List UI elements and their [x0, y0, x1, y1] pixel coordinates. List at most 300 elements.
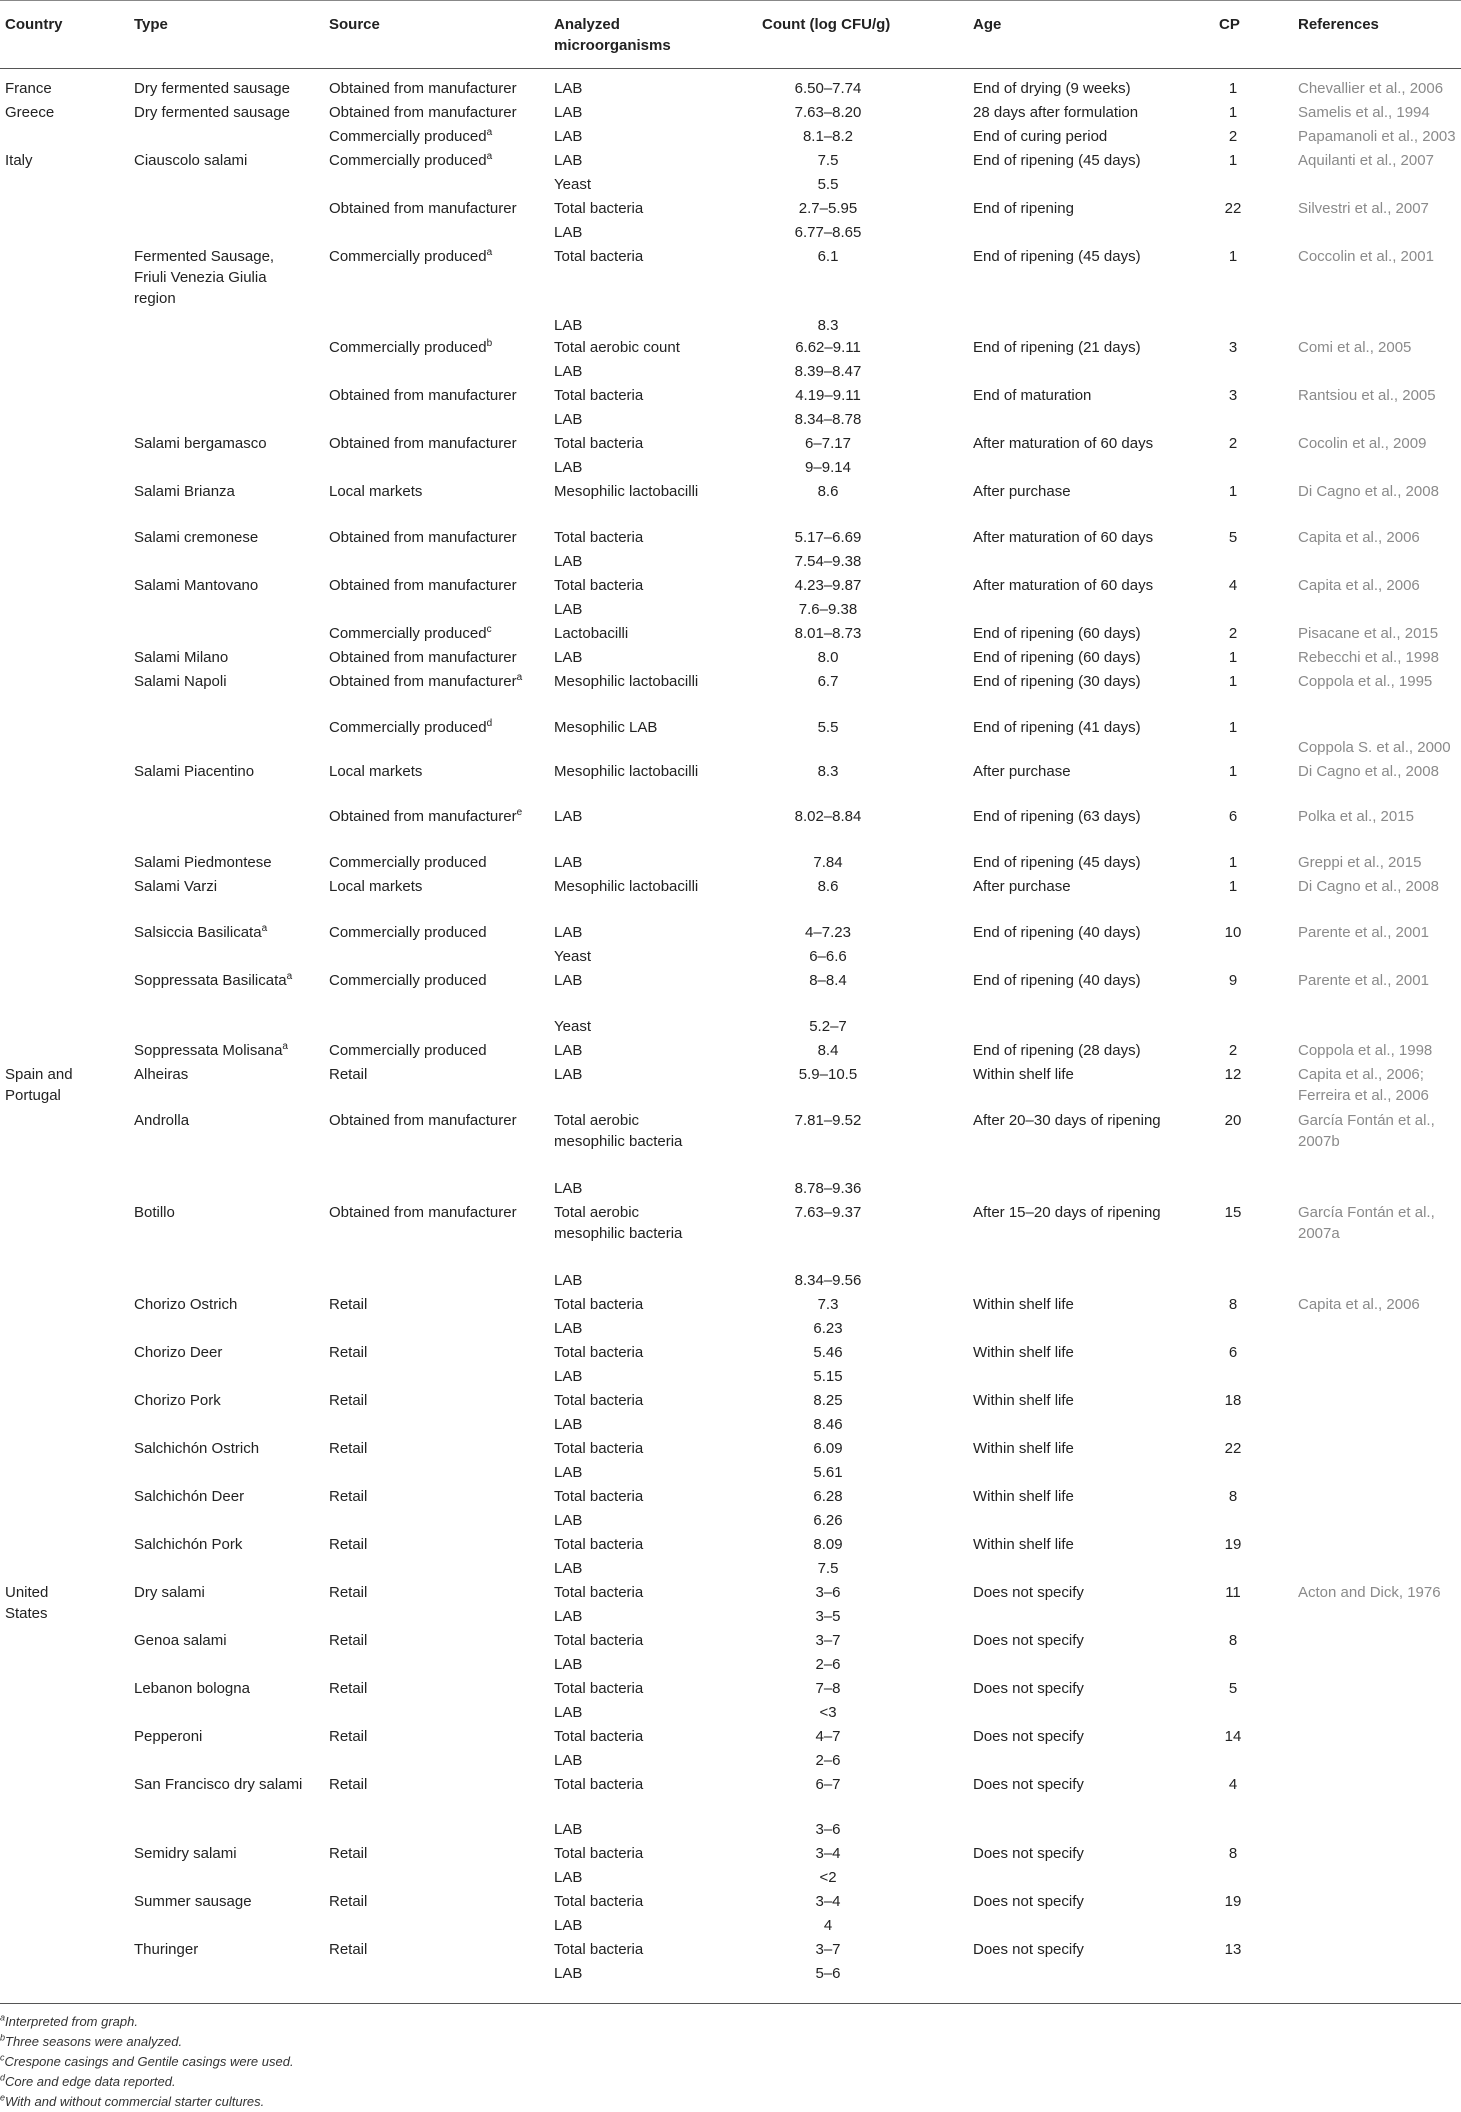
cell-cp: [1213, 1342, 1253, 1363]
cell-text: Retail: [329, 1680, 368, 1697]
cell-text: Salchichón Pork: [134, 1536, 243, 1553]
cell-text: Dry fermented sausage: [134, 80, 290, 97]
cell-micro: [554, 1915, 704, 1936]
cell-cp: [1213, 337, 1253, 358]
cell-text: Rebecchi et al., 1998: [1298, 649, 1439, 666]
footnote-marker: a: [261, 923, 268, 934]
cell-text: Total bacteria: [554, 1584, 644, 1601]
cell-micro: [554, 1558, 704, 1579]
cell-text: 8.01–8.73: [794, 625, 862, 642]
cell-text: Coppola S. et al., 2000: [1298, 739, 1451, 756]
cell-count: [748, 575, 908, 596]
cell-source: [329, 246, 529, 267]
cell-age: [973, 1040, 1173, 1061]
cell-text: LAB: [554, 1560, 583, 1577]
cell-country: [5, 102, 95, 123]
cell-text: LAB: [554, 924, 583, 941]
cell-micro: [554, 1462, 704, 1483]
cell-text: 15: [1224, 1204, 1242, 1221]
cell-micro: [554, 409, 704, 430]
cell-text: 4: [1228, 577, 1238, 594]
cell-text: LAB: [554, 1368, 583, 1385]
cell-cp: [1213, 1040, 1253, 1061]
cell-text: Does not specify: [973, 1584, 1084, 1601]
cell-count: [748, 102, 908, 123]
cell-source: [329, 433, 529, 454]
footnote: [0, 2012, 1461, 2032]
cell-micro: [554, 1294, 704, 1315]
cell-text: 11: [1225, 1584, 1241, 1601]
footnote: [0, 2092, 1461, 2112]
cell-text: Dry salami: [134, 1584, 205, 1601]
cell-age: [973, 1534, 1173, 1555]
column-header-count: Count (log CFU/g): [762, 16, 891, 33]
cell-count: [748, 1438, 908, 1459]
cell-count: [748, 852, 908, 873]
cell-count: [748, 222, 908, 243]
cell-type: [134, 481, 304, 502]
column-header-ref: References: [1298, 16, 1379, 33]
cell-text: LAB: [554, 80, 583, 97]
cell-text: Capita et al., 2006: [1298, 577, 1420, 594]
cell-text: 5.5: [817, 176, 839, 193]
cell-source: [329, 876, 529, 897]
cell-count: [748, 1915, 908, 1936]
cell-source: [329, 1843, 529, 1864]
cell-micro: [554, 1534, 704, 1555]
cell-type: [134, 970, 304, 991]
cell-text: Lebanon bologna: [134, 1680, 250, 1697]
cell-source: [329, 1486, 529, 1507]
footnote-marker: a: [486, 151, 493, 162]
cell-count: [748, 337, 908, 358]
cell-text: Total bacteria: [554, 387, 644, 404]
cell-text: 6–6.6: [809, 948, 847, 965]
cell-source: [329, 1891, 529, 1912]
cell-cp: [1213, 575, 1253, 596]
cell-source: [329, 1110, 529, 1131]
cell-age: [973, 337, 1173, 358]
cell-age: [973, 1110, 1173, 1131]
cell-text: García Fontán et al., 2007b: [1298, 1112, 1435, 1150]
cell-count: [748, 1270, 908, 1291]
cell-text: End of ripening (60 days): [973, 649, 1141, 666]
cell-ref: [1298, 527, 1458, 548]
cell-micro: [554, 1606, 704, 1627]
cell-text: Within shelf life: [973, 1066, 1074, 1083]
cell-text: LAB: [554, 854, 583, 871]
cell-micro: [554, 1110, 704, 1152]
footnote-marker: e: [516, 807, 523, 818]
cell-text: Obtained from manufacturer: [329, 1112, 517, 1129]
cell-ref: [1298, 246, 1458, 267]
cell-text: LAB: [554, 1512, 583, 1529]
cell-age: [973, 385, 1173, 406]
cell-ref: [1298, 623, 1458, 644]
cell-source: [329, 623, 529, 644]
cell-count: [748, 1606, 908, 1627]
cell-cp: [1213, 1582, 1253, 1603]
cell-text: 7.84: [813, 854, 843, 871]
cell-micro: [554, 1582, 704, 1603]
cell-text: 8–8.4: [809, 972, 847, 989]
cell-cp: [1213, 876, 1253, 897]
cell-ref: [1298, 1202, 1458, 1244]
cell-source: [329, 1726, 529, 1747]
cell-text: Mesophilic LAB: [554, 719, 658, 736]
cell-text: Total bacteria: [554, 1344, 644, 1361]
cell-text: <3: [819, 1704, 837, 1721]
cell-text: Yeast: [554, 176, 591, 193]
cell-text: After purchase: [973, 763, 1071, 780]
cell-cp: [1213, 1064, 1253, 1085]
column-header-micro: Analyzed microorganisms: [554, 16, 671, 54]
cell-type: [134, 647, 304, 668]
cell-text: 8.34–9.56: [794, 1272, 862, 1289]
cell-text: Total bacteria: [554, 1680, 644, 1697]
cell-age: [973, 1294, 1173, 1315]
cell-count: [748, 1486, 908, 1507]
cell-micro: [554, 1774, 704, 1795]
cell-text: 8.6: [817, 878, 839, 895]
cell-text: Salami Varzi: [134, 878, 218, 895]
cell-text: 6: [1228, 1344, 1238, 1361]
cell-count: [748, 457, 908, 478]
cell-text: Total bacteria: [554, 200, 644, 217]
cell-text: Thuringer: [134, 1941, 199, 1958]
cell-count: [748, 1390, 908, 1411]
cell-text: 5–6: [815, 1965, 841, 1982]
cell-type: [134, 1390, 304, 1411]
cell-type: [134, 1630, 304, 1651]
cell-micro: [554, 806, 704, 827]
cell-text: Obtained from manufacturer: [329, 673, 517, 690]
footnote-marker: a: [486, 247, 493, 258]
cell-count: [748, 1843, 908, 1864]
cell-count: [748, 946, 908, 967]
cell-age: [973, 1678, 1173, 1699]
cell-text: 19: [1224, 1536, 1242, 1553]
cell-text: Retail: [329, 1536, 368, 1553]
cell-text: 8.1–8.2: [802, 128, 854, 145]
cell-text: Obtained from manufacturer: [329, 649, 517, 666]
cell-count: [748, 1294, 908, 1315]
cell-text: Total aerobic mesophilic bacteria: [554, 1204, 683, 1242]
cell-text: LAB: [554, 1869, 583, 1886]
cell-text: LAB: [554, 1656, 583, 1673]
cell-micro: [554, 198, 704, 219]
cell-text: After purchase: [973, 878, 1071, 895]
cell-text: Total bacteria: [554, 577, 644, 594]
cell-micro: [554, 102, 704, 123]
cell-text: Total bacteria: [554, 1776, 644, 1793]
cell-count: [748, 1202, 908, 1223]
cell-count: [748, 1963, 908, 1984]
cell-country: [5, 1582, 95, 1624]
cell-age: [973, 1064, 1173, 1085]
cell-text: 1: [1228, 719, 1238, 736]
cell-text: End of ripening (40 days): [973, 924, 1141, 941]
cell-cp: [1213, 126, 1253, 147]
cell-text: Parente et al., 2001: [1298, 924, 1429, 941]
cell-text: End of ripening (63 days): [973, 808, 1141, 825]
cell-text: Does not specify: [973, 1845, 1084, 1862]
cell-cp: [1213, 1630, 1253, 1651]
cell-text: Obtained from manufacturer: [329, 577, 517, 594]
cell-ref: [1298, 575, 1458, 596]
cell-micro: [554, 1270, 704, 1291]
cell-type: [134, 761, 304, 782]
footnote-marker: c: [486, 624, 492, 635]
cell-type: [134, 150, 304, 171]
cell-text: End of curing period: [973, 128, 1108, 145]
cell-ref: [1298, 78, 1458, 99]
cell-ref: [1298, 970, 1458, 991]
cell-micro: [554, 1891, 704, 1912]
cell-text: 9–9.14: [805, 459, 851, 476]
cell-micro: [554, 1202, 704, 1244]
cell-type: [134, 1110, 304, 1131]
cell-age: [973, 647, 1173, 668]
cell-text: End of maturation: [973, 387, 1092, 404]
cell-text: 1: [1228, 854, 1238, 871]
cell-text: 1: [1228, 878, 1238, 895]
cell-count: [748, 717, 908, 738]
cell-text: LAB: [554, 1320, 583, 1337]
cell-micro: [554, 385, 704, 406]
cell-source: [329, 1939, 529, 1960]
cell-text: LAB: [554, 128, 583, 145]
cell-text: 14: [1224, 1728, 1242, 1745]
cell-micro: [554, 922, 704, 943]
cell-text: Obtained from manufacturer: [329, 529, 517, 546]
cell-text: Salchichón Ostrich: [134, 1440, 260, 1457]
cell-text: Capita et al., 2006: [1298, 529, 1420, 546]
cell-ref: [1298, 876, 1458, 897]
cell-source: [329, 527, 529, 548]
cell-text: Total bacteria: [554, 1440, 644, 1457]
cell-count: [748, 126, 908, 147]
cell-text: Silvestri et al., 2007: [1298, 200, 1429, 217]
cell-source: [329, 385, 529, 406]
cell-text: Dry fermented sausage: [134, 104, 290, 121]
cell-micro: [554, 222, 704, 243]
cell-age: [973, 150, 1173, 171]
footnote-marker: c: [0, 2052, 5, 2063]
footnote-marker: a: [286, 971, 293, 982]
cell-text: Genoa salami: [134, 1632, 227, 1649]
cell-cp: [1213, 481, 1253, 502]
cell-text: End of ripening (28 days): [973, 1042, 1141, 1059]
cell-text: 5.61: [813, 1464, 843, 1481]
cell-source: [329, 806, 529, 827]
cell-age: [973, 246, 1173, 267]
cell-text: 8.4: [817, 1042, 839, 1059]
cell-ref: [1298, 150, 1458, 171]
cell-age: [973, 481, 1173, 502]
footnote: [0, 2072, 1461, 2092]
cell-text: 6.09: [813, 1440, 843, 1457]
cell-age: [973, 575, 1173, 596]
cell-count: [748, 599, 908, 620]
cell-micro: [554, 527, 704, 548]
cell-text: 3–5: [815, 1608, 841, 1625]
cell-cp: [1213, 1534, 1253, 1555]
cell-text: 6.1: [817, 248, 839, 265]
footnote-marker: d: [486, 718, 493, 729]
cell-text: After purchase: [973, 483, 1071, 500]
cell-text: End of ripening: [973, 200, 1074, 217]
cell-text: 8.46: [813, 1416, 843, 1433]
cell-text: 6.23: [813, 1320, 843, 1337]
cell-text: Total bacteria: [554, 1893, 644, 1910]
cell-type: [134, 1678, 304, 1699]
cell-text: 8.25: [813, 1392, 843, 1409]
cell-text: 1: [1228, 483, 1238, 500]
cell-text: Commercially produced: [329, 152, 487, 169]
cell-source: [329, 761, 529, 782]
cell-text: Total bacteria: [554, 1845, 644, 1862]
column-header-country: Country: [5, 16, 63, 33]
cell-count: [748, 1366, 908, 1387]
cell-text: Commercially produced: [329, 972, 487, 989]
cell-text: Does not specify: [973, 1941, 1084, 1958]
cell-text: 5.15: [813, 1368, 843, 1385]
cell-text: 5.17–6.69: [794, 529, 862, 546]
cell-text: Total bacteria: [554, 248, 644, 265]
cell-micro: [554, 1438, 704, 1459]
cell-ref: [1298, 385, 1458, 406]
cell-source: [329, 717, 529, 738]
cell-text: Chorizo Ostrich: [134, 1296, 238, 1313]
cell-text: 8.02–8.84: [794, 808, 862, 825]
cell-text: 7–8: [815, 1680, 841, 1697]
cell-text: Capita et al., 2006: [1298, 1296, 1420, 1313]
cell-text: 8.3: [817, 763, 839, 780]
cell-text: End of drying (9 weeks): [973, 80, 1131, 97]
cell-text: 4–7.23: [805, 924, 851, 941]
cell-count: [748, 922, 908, 943]
cell-text: Acton and Dick, 1976: [1298, 1584, 1441, 1601]
cell-text: LAB: [554, 1272, 583, 1289]
cell-text: 7.5: [817, 1560, 839, 1577]
cell-text: 6: [1228, 808, 1238, 825]
cell-text: 3–7: [815, 1941, 841, 1958]
cell-cp: [1213, 150, 1253, 171]
cell-text: 7.63–8.20: [794, 104, 862, 121]
cell-text: 4.19–9.11: [795, 387, 861, 404]
cell-text: 20: [1224, 1112, 1242, 1129]
cell-cp: [1213, 1110, 1253, 1131]
cell-text: Obtained from manufacturer: [329, 808, 517, 825]
cell-micro: [554, 1016, 704, 1037]
cell-text: Androlla: [134, 1112, 190, 1129]
cell-source: [329, 481, 529, 502]
column-header-type: Type: [134, 16, 168, 33]
cell-source: [329, 1678, 529, 1699]
cell-text: Retail: [329, 1893, 368, 1910]
cell-micro: [554, 1414, 704, 1435]
cell-text: 28 days after formulation: [973, 104, 1139, 121]
cell-text: LAB: [554, 1608, 583, 1625]
cell-text: After 20–30 days of ripening: [973, 1112, 1161, 1129]
cell-text: 4: [823, 1917, 833, 1934]
cell-text: Total aerobic count: [554, 339, 680, 356]
cell-count: [748, 1110, 908, 1131]
cell-age: [973, 717, 1173, 738]
footnote: [0, 2032, 1461, 2052]
cell-text: Comi et al., 2005: [1298, 339, 1412, 356]
cell-count: [748, 1510, 908, 1531]
cell-text: 3–6: [815, 1821, 841, 1838]
cell-text: Obtained from manufacturer: [329, 1204, 517, 1221]
cell-text: Total aerobic mesophilic bacteria: [554, 1112, 683, 1150]
cell-age: [973, 102, 1173, 123]
cell-text: LAB: [554, 1066, 583, 1083]
cell-text: 6.77–8.65: [794, 224, 862, 241]
cell-text: Salami Piedmontese: [134, 854, 272, 871]
cell-text: Commercially produced: [329, 248, 487, 265]
cell-text: 8: [1228, 1632, 1238, 1649]
cell-count: [748, 1750, 908, 1771]
cell-text: Within shelf life: [973, 1488, 1074, 1505]
cell-text: LAB: [554, 808, 583, 825]
cell-type: [134, 1294, 304, 1315]
cell-ref: [1298, 671, 1458, 692]
cell-source: [329, 1630, 529, 1651]
cell-text: 3–4: [815, 1845, 841, 1862]
cell-text: Salami Brianza: [134, 483, 235, 500]
cell-text: Retail: [329, 1066, 368, 1083]
cell-age: [973, 527, 1173, 548]
cell-cp: [1213, 1202, 1253, 1223]
cell-text: Does not specify: [973, 1776, 1084, 1793]
cell-type: [134, 1582, 304, 1603]
cell-text: Rantsiou et al., 2005: [1298, 387, 1436, 404]
cell-source: [329, 126, 529, 147]
cell-cp: [1213, 761, 1253, 782]
cell-text: Total bacteria: [554, 435, 644, 452]
cell-cp: [1213, 1939, 1253, 1960]
cell-text: Salami bergamasco: [134, 435, 267, 452]
cell-micro: [554, 126, 704, 147]
cell-micro: [554, 1702, 704, 1723]
cell-text: Retail: [329, 1392, 368, 1409]
cell-count: [748, 433, 908, 454]
cell-text: Does not specify: [973, 1893, 1084, 1910]
cell-text: Does not specify: [973, 1632, 1084, 1649]
cell-text: 1: [1228, 104, 1238, 121]
cell-type: [134, 1064, 304, 1085]
cell-text: 7.63–9.37: [794, 1204, 862, 1221]
cell-micro: [554, 1040, 704, 1061]
cell-text: LAB: [554, 649, 583, 666]
cell-micro: [554, 337, 704, 358]
cell-type: [134, 876, 304, 897]
cell-text: LAB: [554, 1464, 583, 1481]
cell-ref: [1298, 126, 1458, 147]
cell-micro: [554, 1342, 704, 1363]
cell-text: 4–7: [815, 1728, 841, 1745]
cell-count: [748, 315, 908, 336]
cell-text: Within shelf life: [973, 1392, 1074, 1409]
cell-count: [748, 1630, 908, 1651]
footnote-marker: a: [282, 1041, 288, 1052]
cell-micro: [554, 852, 704, 873]
cell-text: 8: [1228, 1296, 1238, 1313]
cell-ref: [1298, 922, 1458, 943]
footnote-marker: b: [0, 2032, 6, 2043]
